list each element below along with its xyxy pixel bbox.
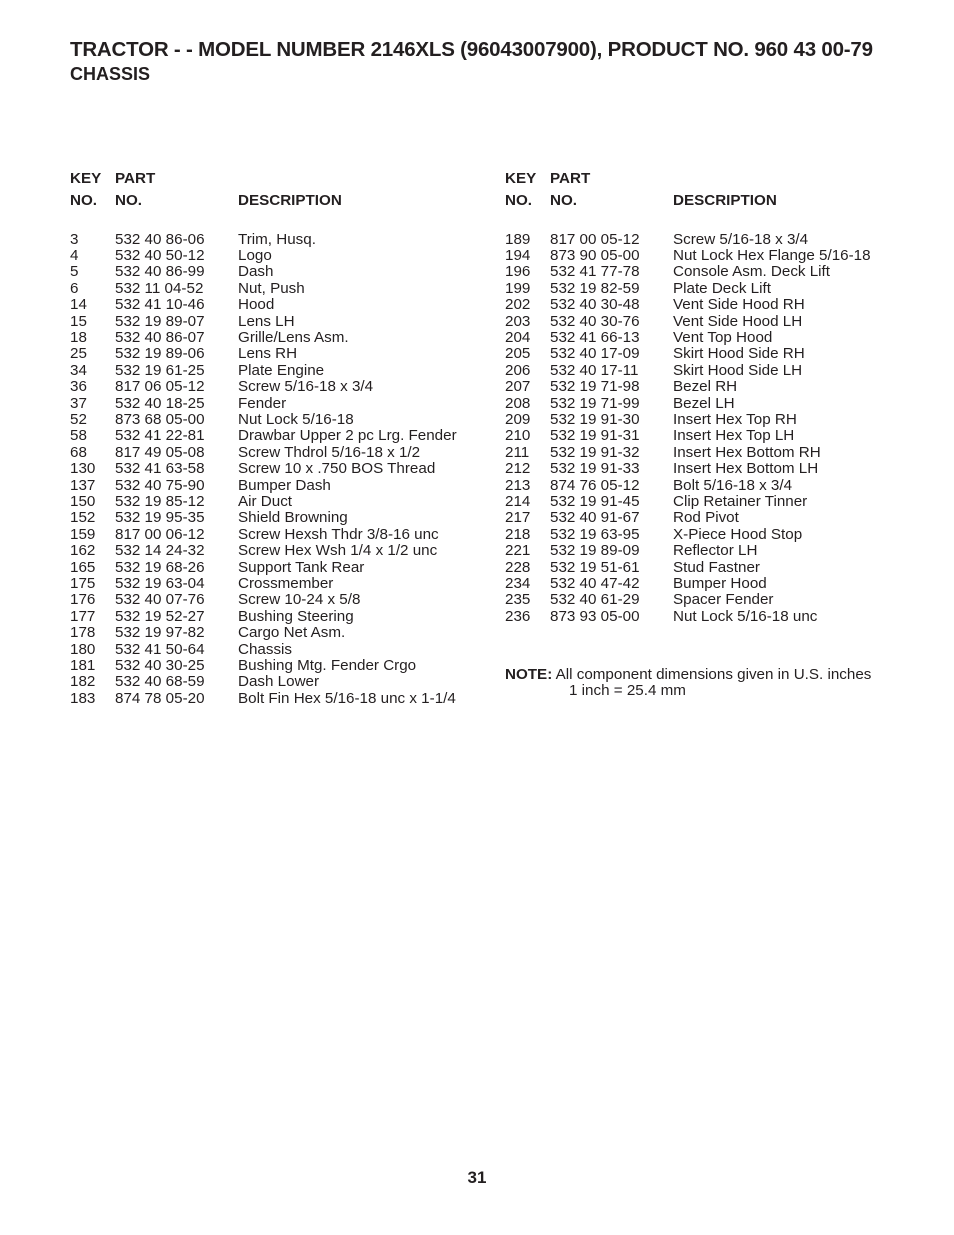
part-description: Vent Side Hood LH: [673, 312, 803, 330]
key-number: 199: [505, 279, 531, 297]
part-number: 532 19 82-59: [550, 279, 640, 297]
table-row: [505, 609, 871, 625]
table-row: [70, 346, 457, 362]
part-number: 532 19 71-99: [550, 394, 640, 412]
table-row: [70, 428, 457, 444]
key-number: 18: [70, 328, 87, 346]
part-description: Screw Hexsh Thdr 3/8-16 unc: [238, 525, 439, 543]
key-number: 236: [505, 607, 531, 625]
table-row: [70, 264, 457, 280]
key-number: 204: [505, 328, 531, 346]
part-description: Insert Hex Bottom RH: [673, 443, 821, 461]
part-number: 532 41 66-13: [550, 328, 640, 346]
part-number: 532 19 71-98: [550, 378, 640, 396]
desc-header-spacer: [238, 170, 457, 188]
part-description: Screw 10-24 x 5/8: [238, 591, 361, 609]
part-description: Lens LH: [238, 312, 295, 330]
key-number: 211: [505, 443, 530, 461]
part-number: 532 19 91-31: [550, 427, 640, 445]
part-description: Nut Lock 5/16-18: [238, 410, 354, 428]
key-number: 6: [70, 279, 79, 297]
key-number: 202: [505, 296, 531, 314]
note-line1: All component dimensions given in U.S. inches: [555, 666, 872, 683]
key-number: 175: [70, 575, 96, 593]
part-description: Fender: [238, 394, 287, 412]
part-description: Nut, Push: [238, 279, 305, 297]
key-number: 4: [70, 246, 79, 264]
table-row: [505, 363, 871, 379]
part-description: Grille/Lens Asm.: [238, 328, 349, 346]
part-number: 532 40 47-42: [550, 575, 640, 593]
part-number: 532 19 61-25: [115, 361, 205, 379]
part-description: Plate Deck Lift: [673, 279, 771, 297]
header-gap: [70, 210, 457, 232]
part-header-line1: PART: [115, 170, 156, 187]
table-row: [505, 232, 871, 248]
table-row: [70, 232, 457, 248]
section-subtitle: CHASSIS: [70, 64, 151, 84]
part-description: Trim, Husq.: [238, 230, 316, 248]
part-description: Screw 5/16-18 x 3/4: [673, 230, 809, 248]
part-number: 532 40 18-25: [115, 394, 205, 412]
table-row: [505, 576, 871, 592]
part-header-line1: PART: [550, 170, 591, 187]
part-number: 532 19 52-27: [115, 607, 205, 625]
part-description: Spacer Fender: [673, 591, 774, 609]
key-number: 176: [70, 591, 96, 609]
part-description: Nut Lock 5/16-18 unc: [673, 607, 818, 625]
parts-list-right: [505, 232, 871, 626]
table-row: [70, 642, 457, 658]
key-number: 194: [505, 246, 531, 264]
key-number: 217: [505, 509, 531, 527]
key-header-line1: KEY: [70, 170, 102, 187]
key-number: 218: [505, 525, 531, 543]
part-number: 817 49 05-08: [115, 443, 205, 461]
part-description: Drawbar Upper 2 pc Lrg. Fender: [238, 427, 457, 445]
part-number: 532 19 91-32: [550, 443, 640, 461]
part-number: 532 19 89-07: [115, 312, 205, 330]
part-description: Bumper Dash: [238, 476, 331, 494]
part-description: Vent Side Hood RH: [673, 296, 805, 314]
key-number: 137: [70, 476, 96, 494]
part-description: Nut Lock Hex Flange 5/16-18: [673, 246, 871, 264]
key-number: 208: [505, 394, 531, 412]
table-row: [70, 379, 457, 395]
key-number: 159: [70, 525, 96, 543]
table-row: [70, 658, 457, 674]
part-number: 874 76 05-12: [550, 476, 640, 494]
table-row: [505, 412, 871, 428]
key-number: 162: [70, 542, 96, 560]
key-number: 178: [70, 624, 96, 642]
part-description: Skirt Hood Side RH: [673, 345, 805, 363]
key-number: 36: [70, 378, 87, 396]
part-number: 532 40 75-90: [115, 476, 205, 494]
table-row: [70, 297, 457, 313]
key-number: 180: [70, 640, 96, 658]
part-description: Rod Pivot: [673, 509, 739, 527]
part-number: 532 40 30-25: [115, 657, 205, 675]
table-row: [70, 674, 457, 690]
part-description: Plate Engine: [238, 361, 325, 379]
table-row: [70, 494, 457, 510]
part-number: 532 19 89-06: [115, 345, 205, 363]
part-number: 532 41 63-58: [115, 460, 205, 478]
table-row: [505, 396, 871, 412]
table-row: [505, 264, 871, 280]
part-description: Vent Top Hood: [673, 328, 773, 346]
description-header: DESCRIPTION: [673, 192, 777, 209]
parts-table-right: [505, 170, 871, 625]
key-number: 152: [70, 509, 96, 527]
table-row: [70, 445, 457, 461]
table-row: [505, 560, 871, 576]
table-row: [505, 346, 871, 362]
key-number: 183: [70, 689, 96, 707]
key-number: 177: [70, 607, 96, 625]
key-number: 130: [70, 460, 96, 478]
part-number: 532 40 61-29: [550, 591, 640, 609]
part-number: 817 06 05-12: [115, 378, 205, 396]
table-row: [505, 297, 871, 313]
table-row: [505, 428, 871, 444]
part-description: Cargo Net Asm.: [238, 624, 346, 642]
table-row: [505, 281, 871, 297]
table-row: [70, 625, 457, 641]
table-row: [70, 396, 457, 412]
part-number: 532 19 91-30: [550, 410, 640, 428]
key-number: 14: [70, 296, 87, 314]
part-description: Crossmember: [238, 575, 334, 593]
key-number: 5: [70, 263, 79, 281]
key-number: 214: [505, 493, 531, 510]
table-row: [505, 445, 871, 461]
part-number: 817 00 06-12: [115, 525, 205, 543]
part-number: 873 68 05-00: [115, 410, 205, 428]
part-description: Bezel RH: [673, 378, 738, 396]
page-title: TRACTOR - - MODEL NUMBER 2146XLS (96043007900), PRODUCT NO. 960 43 00-79: [70, 38, 873, 61]
key-number: 25: [70, 345, 87, 363]
part-description: Air Duct: [238, 493, 293, 510]
key-number: 3: [70, 230, 79, 248]
table-row: [505, 543, 871, 559]
table-row: [70, 527, 457, 543]
part-description: Hood: [238, 296, 275, 314]
part-number: 532 14 24-32: [115, 542, 205, 560]
table-row: [505, 510, 871, 526]
parts-list-left: [70, 232, 457, 708]
key-number: 196: [505, 263, 531, 281]
table-row: [70, 281, 457, 297]
table-row: [505, 330, 871, 346]
part-number: 532 19 63-95: [550, 525, 640, 543]
part-number: 532 41 22-81: [115, 427, 205, 445]
key-number: 181: [70, 657, 96, 675]
key-number: 207: [505, 378, 531, 396]
part-description: Insert Hex Top LH: [673, 427, 795, 445]
parts-table-left: [70, 170, 457, 707]
part-number: 874 78 05-20: [115, 689, 205, 707]
part-number: 817 00 05-12: [550, 230, 640, 248]
part-number: 532 40 68-59: [115, 673, 205, 691]
part-number: 532 40 91-67: [550, 509, 640, 527]
key-header-line1: KEY: [505, 170, 537, 187]
part-number: 532 40 86-07: [115, 328, 205, 346]
note-line2: 1 inch = 25.4 mm: [569, 682, 686, 700]
part-description: Bolt Fin Hex 5/16-18 unc x 1-1/4: [238, 689, 456, 707]
key-number: 189: [505, 230, 531, 248]
part-description: Screw Thdrol 5/16-18 x 1/2: [238, 443, 421, 461]
table-row: [505, 461, 871, 477]
part-number: 532 40 30-48: [550, 296, 640, 314]
part-number: 532 19 85-12: [115, 493, 205, 510]
key-number: 209: [505, 410, 531, 428]
part-description: Logo: [238, 246, 272, 264]
part-description: Bolt 5/16-18 x 3/4: [673, 476, 793, 494]
part-number: 532 40 50-12: [115, 246, 205, 264]
desc-header-spacer: [673, 170, 871, 188]
table-row: [70, 461, 457, 477]
part-number: 532 19 91-45: [550, 493, 640, 510]
part-description: Skirt Hood Side LH: [673, 361, 803, 379]
key-number: 37: [70, 394, 87, 412]
part-description: Screw Hex Wsh 1/4 x 1/2 unc: [238, 542, 438, 560]
key-number: 182: [70, 673, 96, 691]
key-number: 68: [70, 443, 87, 461]
part-number: 532 19 63-04: [115, 575, 205, 593]
part-description: Clip Retainer Tinner: [673, 493, 808, 510]
note-label: NOTE:: [505, 666, 553, 683]
part-description: Support Tank Rear: [238, 558, 365, 576]
part-number: 532 40 17-09: [550, 345, 640, 363]
part-description: Dash Lower: [238, 673, 320, 691]
table-row: [70, 592, 457, 608]
part-number: 532 19 97-82: [115, 624, 205, 642]
part-number: 532 41 77-78: [550, 263, 640, 281]
part-number: 532 19 51-61: [550, 558, 640, 576]
part-number: 532 40 17-11: [550, 361, 639, 379]
part-number: 532 40 30-76: [550, 312, 640, 330]
key-number: 150: [70, 493, 96, 510]
part-description: Chassis: [238, 640, 293, 658]
part-description: X-Piece Hood Stop: [673, 525, 803, 543]
page-number: 31: [467, 1168, 487, 1187]
part-number: 532 40 07-76: [115, 591, 205, 609]
table-row: [70, 691, 457, 707]
dimension-note: [505, 667, 871, 700]
table-row: [70, 510, 457, 526]
part-number: 532 41 50-64: [115, 640, 205, 658]
table-row: [70, 330, 457, 346]
part-number: 532 19 89-09: [550, 542, 640, 560]
part-number: 532 40 86-99: [115, 263, 205, 281]
part-description: Screw 5/16-18 x 3/4: [238, 378, 374, 396]
key-number: 206: [505, 361, 531, 379]
part-header-line2: NO.: [115, 192, 143, 209]
part-number: 873 90 05-00: [550, 246, 640, 264]
part-description: Insert Hex Bottom LH: [673, 460, 819, 478]
part-description: Bumper Hood: [673, 575, 767, 593]
part-description: Lens RH: [238, 345, 298, 363]
part-description: Stud Fastner: [673, 558, 760, 576]
key-number: 228: [505, 558, 531, 576]
key-header-line2: NO.: [70, 192, 98, 209]
key-number: 210: [505, 427, 531, 445]
part-header-line2: NO.: [550, 192, 578, 209]
part-description: Insert Hex Top RH: [673, 410, 797, 428]
key-number: 165: [70, 558, 96, 576]
part-number: 532 40 86-06: [115, 230, 205, 248]
table-row: [70, 248, 457, 264]
table-row: [505, 527, 871, 543]
key-number: 221: [505, 542, 531, 560]
part-description: Bushing Steering: [238, 607, 354, 625]
table-row: [505, 248, 871, 264]
table-row: [505, 478, 871, 494]
part-number: 532 11 04-52: [115, 279, 204, 297]
part-number: 532 19 68-26: [115, 558, 205, 576]
table-row: [70, 543, 457, 559]
table-row: [70, 314, 457, 330]
key-number: 212: [505, 460, 531, 478]
part-description: Reflector LH: [673, 542, 758, 560]
key-number: 15: [70, 312, 87, 330]
part-description: Screw 10 x .750 BOS Thread: [238, 460, 436, 478]
part-description: Bezel LH: [673, 394, 735, 412]
key-number: 205: [505, 345, 531, 363]
description-header: DESCRIPTION: [238, 192, 342, 209]
table-row: [505, 592, 871, 608]
key-number: 213: [505, 476, 531, 494]
table-row: [70, 609, 457, 625]
part-description: Bushing Mtg. Fender Crgo: [238, 657, 417, 675]
table-row: [70, 576, 457, 592]
table-row: [70, 412, 457, 428]
key-number: 235: [505, 591, 531, 609]
table-row: [505, 379, 871, 395]
part-number: 532 41 10-46: [115, 296, 205, 314]
header-gap: [505, 210, 871, 232]
table-row: [70, 363, 457, 379]
part-number: 532 19 91-33: [550, 460, 640, 478]
table-row: [505, 494, 871, 510]
key-number: 58: [70, 427, 87, 445]
key-number: 52: [70, 410, 87, 428]
table-row: [505, 314, 871, 330]
table-row: [70, 560, 457, 576]
part-description: Dash: [238, 263, 274, 281]
key-header-line2: NO.: [505, 192, 533, 209]
table-row: [70, 478, 457, 494]
part-description: Shield Browning: [238, 509, 348, 527]
key-number: 203: [505, 312, 531, 330]
part-number: 532 19 95-35: [115, 509, 205, 527]
key-number: 34: [70, 361, 87, 379]
key-number: 234: [505, 575, 531, 593]
part-description: Console Asm. Deck Lift: [673, 263, 830, 281]
part-number: 873 93 05-00: [550, 607, 640, 625]
